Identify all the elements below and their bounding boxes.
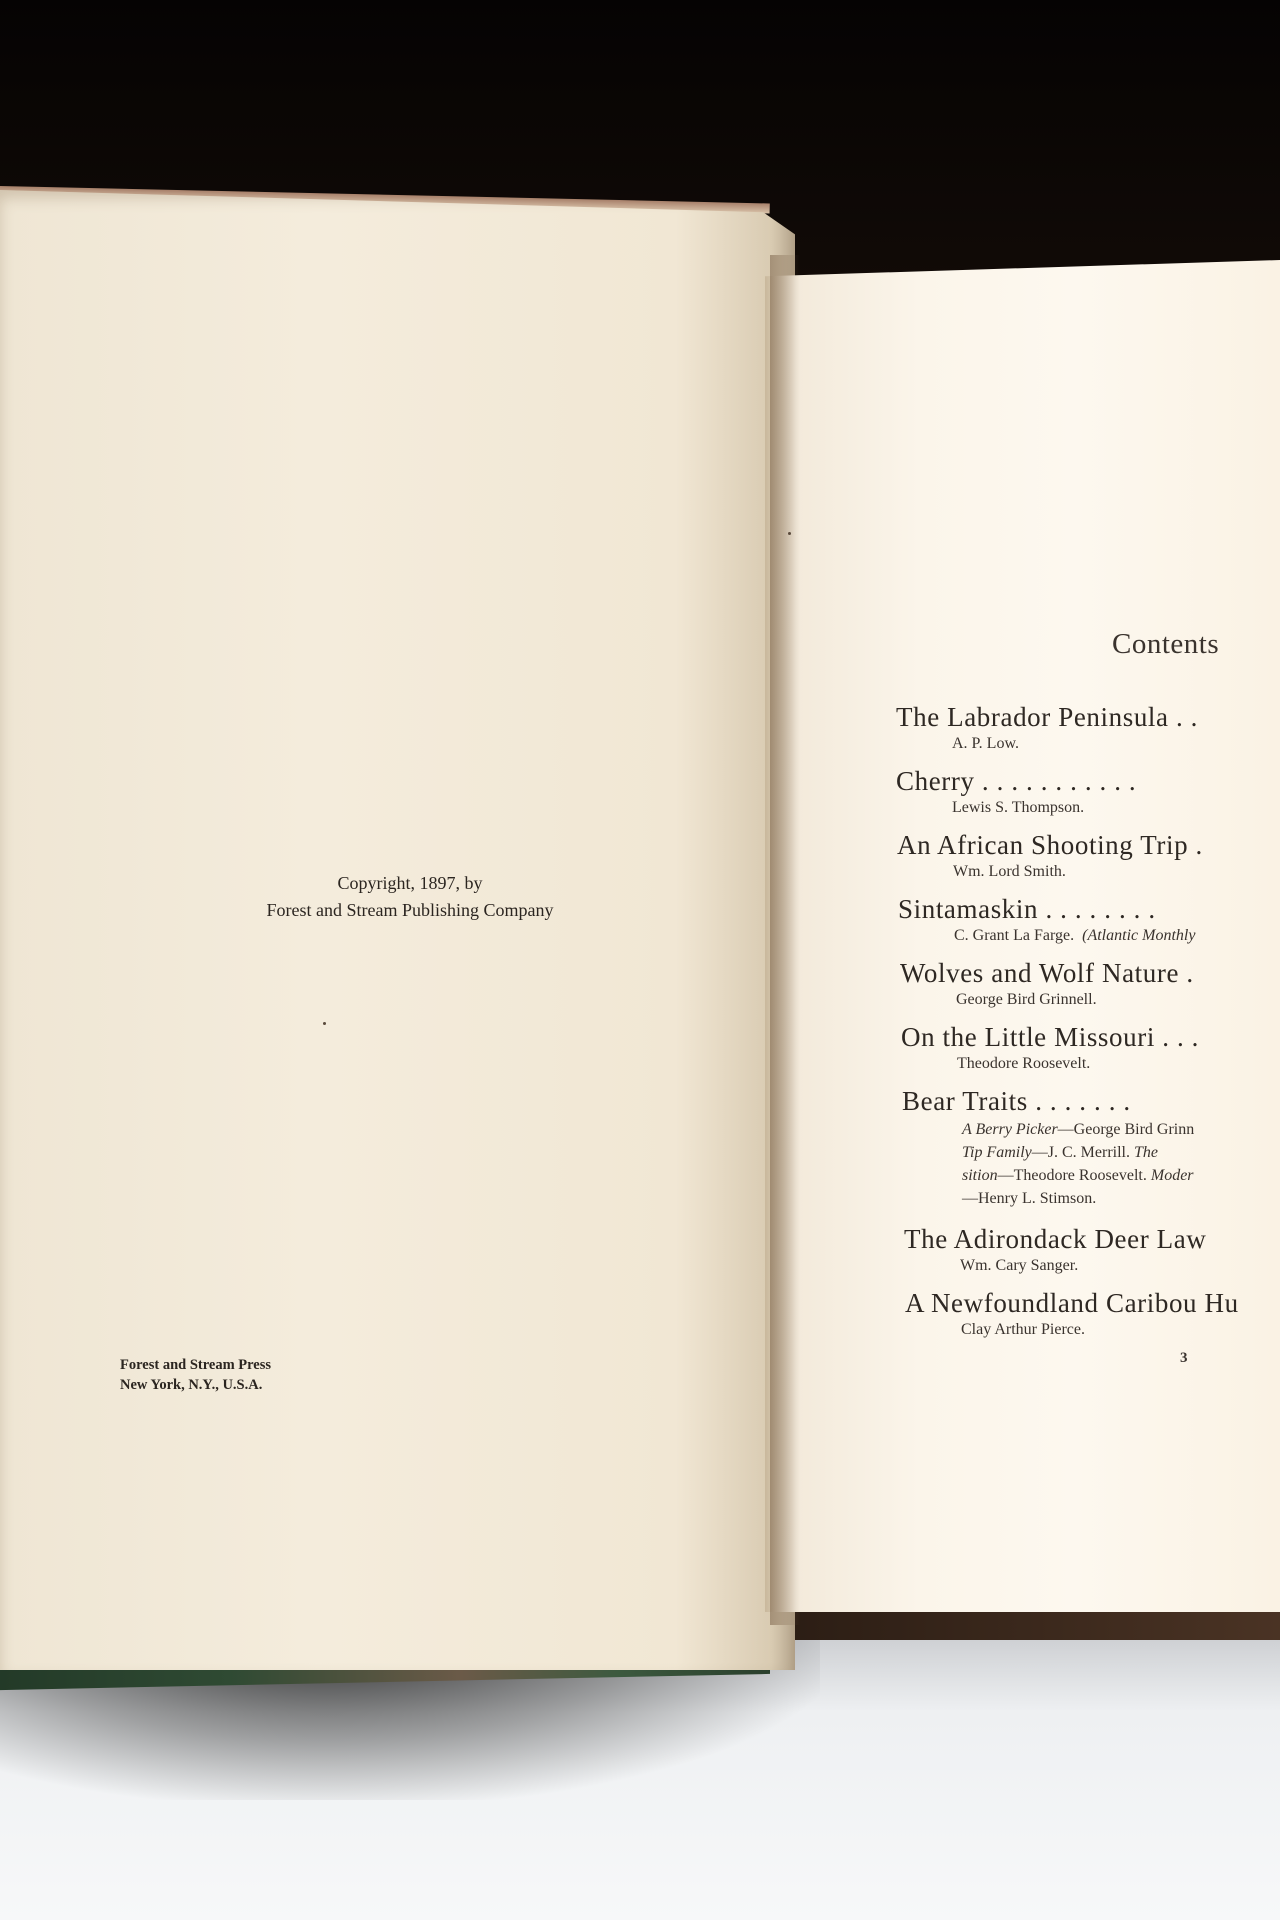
toc-entry bbox=[905, 1286, 1280, 1340]
toc-entry-title: Cherry . . . . . . . . . . . bbox=[896, 766, 1137, 796]
toc-entry bbox=[904, 1222, 1280, 1276]
toc-note-italic: Tip Family bbox=[962, 1144, 1032, 1161]
toc-note-italic: The bbox=[1134, 1144, 1158, 1161]
copyright-line-2: Forest and Stream Publishing Company bbox=[266, 900, 554, 920]
press-line-1: Forest and Stream Press bbox=[120, 1357, 272, 1373]
toc-entry-author: Lewis S. Thompson. bbox=[952, 799, 1085, 816]
toc-entry-title: On the Little Missouri . . . bbox=[901, 1022, 1200, 1052]
toc-entry-author: George Bird Grinnell. bbox=[956, 991, 1097, 1008]
toc-entry-notes bbox=[902, 1118, 1280, 1210]
toc-entry-author: Clay Arthur Pierce. bbox=[961, 1321, 1085, 1338]
contents-heading: Contents bbox=[1112, 628, 1220, 660]
press-imprint bbox=[120, 1355, 271, 1395]
toc-entry-author: Wm. Cary Sanger. bbox=[960, 1257, 1079, 1274]
toc-entry-author-name: C. Grant La Farge. bbox=[954, 927, 1075, 944]
toc-entry bbox=[898, 892, 1280, 946]
toc-entry-title: Bear Traits . . . . . . . bbox=[902, 1086, 1131, 1116]
toc-note-text: —J. C. Merrill. bbox=[1031, 1144, 1134, 1161]
toc-note-text: —George Bird Grinn bbox=[1057, 1121, 1195, 1138]
paper-speck bbox=[788, 532, 791, 535]
toc-entry-journal: (Atlantic Monthly bbox=[1082, 927, 1196, 944]
book-cover-edge-right bbox=[780, 1610, 1280, 1640]
toc-entry bbox=[900, 956, 1280, 1010]
paper-speck bbox=[323, 1022, 326, 1025]
toc-entry-title: A Newfoundland Caribou Hu bbox=[905, 1288, 1239, 1318]
toc-entry-title: The Adirondack Deer Law bbox=[904, 1224, 1207, 1254]
book-gutter bbox=[770, 255, 800, 1625]
toc-note-text: —Theodore Roosevelt. bbox=[997, 1167, 1151, 1184]
left-page bbox=[0, 190, 795, 1670]
toc-note-italic: sition bbox=[962, 1167, 998, 1184]
toc-entry-author bbox=[898, 926, 1280, 946]
toc-entry-author: A. P. Low. bbox=[952, 735, 1019, 752]
toc-note-line bbox=[962, 1187, 1280, 1210]
toc-note-text: —Henry L. Stimson. bbox=[962, 1190, 1097, 1207]
copyright-notice bbox=[215, 870, 605, 924]
toc-entry bbox=[902, 1084, 1280, 1210]
toc-entry-title: The Labrador Peninsula . . bbox=[896, 702, 1199, 732]
toc-entry-title: An African Shooting Trip . bbox=[897, 830, 1203, 860]
toc-entry-author: Theodore Roosevelt. bbox=[957, 1055, 1091, 1072]
toc-note-line bbox=[962, 1118, 1280, 1141]
page-number: 3 bbox=[1180, 1350, 1188, 1366]
toc-note-line bbox=[962, 1141, 1280, 1164]
press-line-2: New York, N.Y., U.S.A. bbox=[120, 1377, 263, 1393]
toc-entry-author: Wm. Lord Smith. bbox=[953, 863, 1066, 880]
toc-entry bbox=[897, 828, 1280, 882]
copyright-line-1: Copyright, 1897, by bbox=[337, 873, 483, 893]
table-of-contents bbox=[896, 700, 1280, 1340]
toc-note-line bbox=[962, 1164, 1280, 1187]
toc-entry-title: Wolves and Wolf Nature . bbox=[900, 958, 1194, 988]
toc-note-italic: A Berry Picker bbox=[962, 1121, 1058, 1138]
toc-note-italic: Moder bbox=[1150, 1167, 1194, 1184]
toc-entry-title: Sintamaskin . . . . . . . . bbox=[898, 894, 1156, 924]
toc-entry bbox=[896, 700, 1280, 754]
toc-entry bbox=[901, 1020, 1280, 1074]
toc-entry bbox=[896, 764, 1280, 818]
